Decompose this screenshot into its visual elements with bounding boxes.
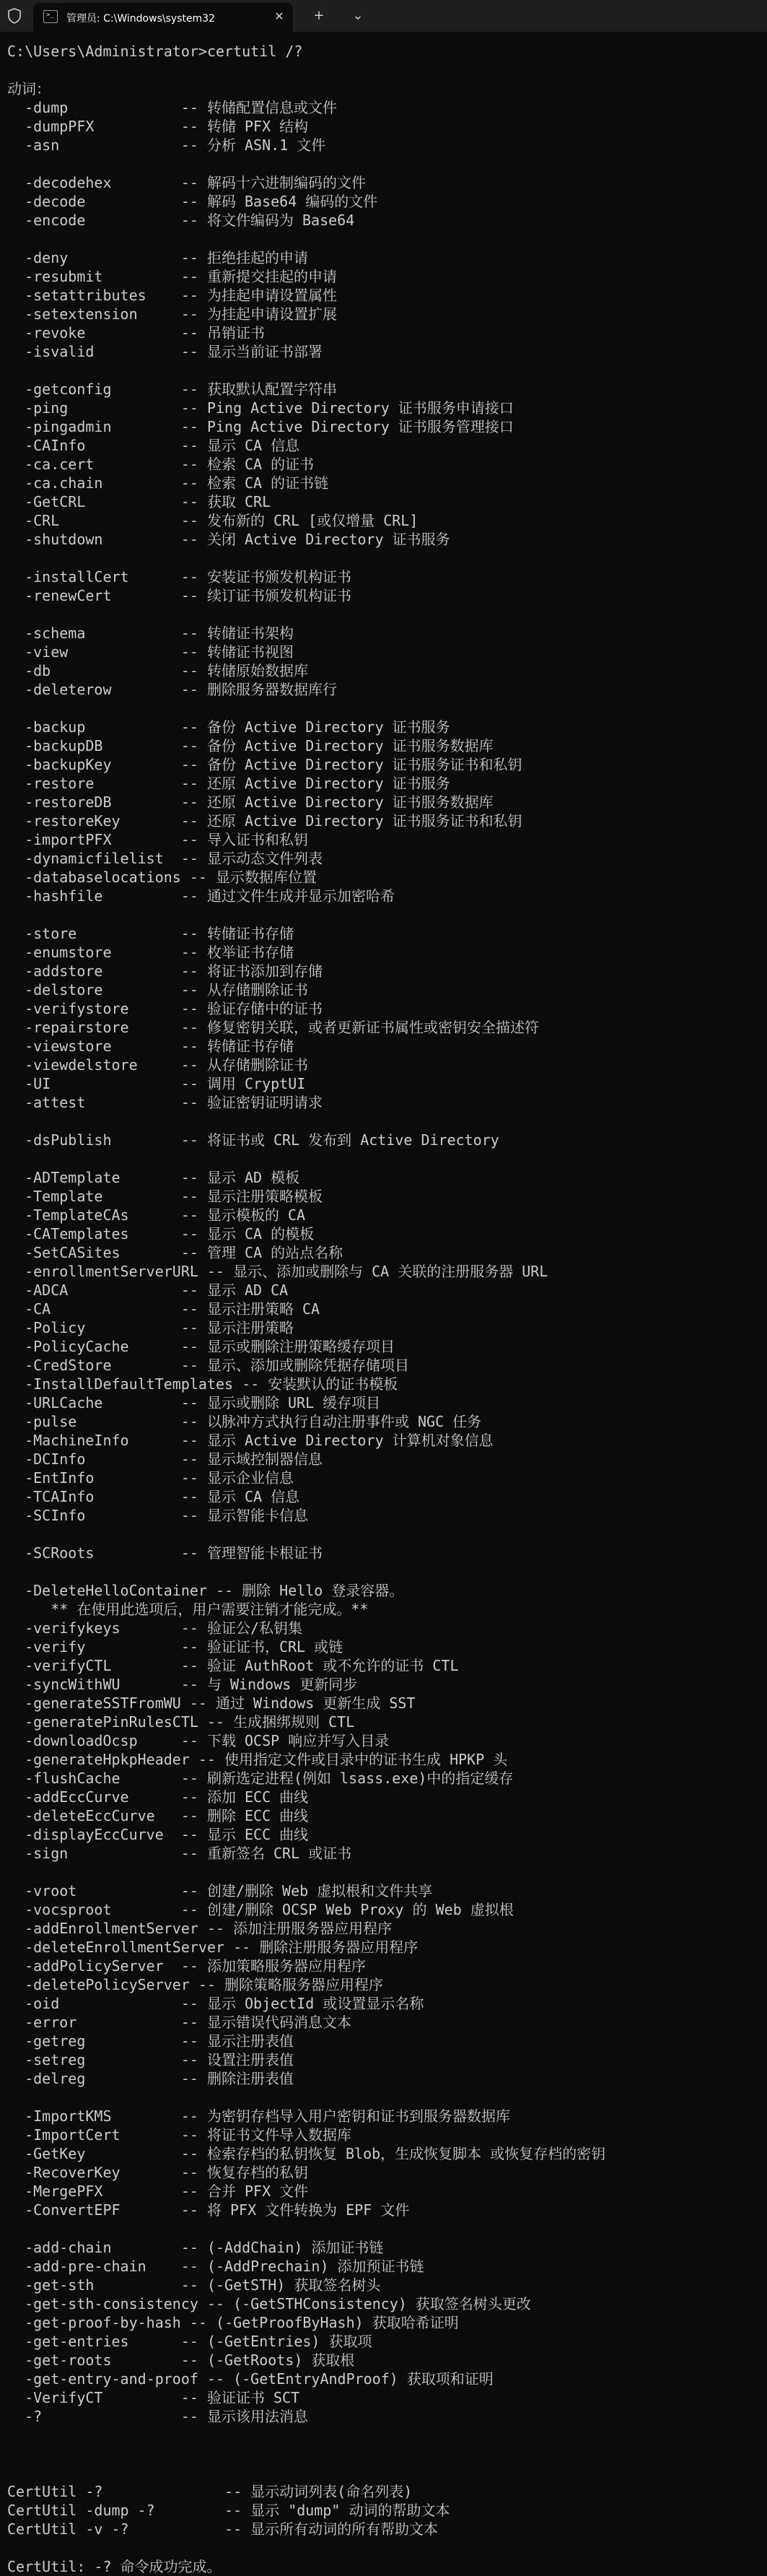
console-line: -setextension -- 为挂起申请设置扩展	[7, 305, 337, 323]
console-line: -delstore -- 从存储删除证书	[7, 981, 308, 998]
console-line: -renewCert -- 续订证书颁发机构证书	[7, 587, 351, 604]
console-line: -view -- 转储证书视图	[7, 643, 294, 661]
console-line: -dsPublish -- 将证书或 CRL 发布到 Active Directory	[7, 1131, 499, 1149]
console-line: -get-entries -- (-GetEntries) 获取项	[7, 2333, 372, 2350]
console-line: -get-sth -- (-GetSTH) 获取签名树头	[7, 2276, 381, 2294]
console-line: -Policy -- 显示注册策略	[7, 1319, 294, 1336]
console-line	[7, 1112, 767, 1131]
console-line: -get-sth-consistency -- (-GetSTHConsistency) 获取签名树头更改	[7, 2295, 531, 2312]
console-line: -getconfig -- 获取默认配置字符串	[7, 380, 337, 398]
console-line	[7, 230, 767, 248]
console-line	[7, 2463, 767, 2482]
console-line: -dynamicfilelist -- 显示动态文件列表	[7, 850, 323, 867]
console-line: -deleterow -- 删除服务器数据库行	[7, 681, 337, 698]
console-line: -attest -- 验证密钥证明请求	[7, 1094, 323, 1111]
console-line	[7, 2088, 767, 2107]
console-line: -? -- 显示该用法消息	[7, 2408, 308, 2425]
console-line: -EntInfo -- 显示企业信息	[7, 1469, 294, 1487]
console-line: -SetCASites -- 管理 CA 的站点名称	[7, 1244, 343, 1261]
console-line	[7, 2538, 767, 2557]
console-line: -CA -- 显示注册策略 CA	[7, 1300, 320, 1318]
console-line: -ImportKMS -- 为密钥存档导入用户密钥和证书到服务器数据库	[7, 2107, 510, 2125]
console-line: -importPFX -- 导入证书和私钥	[7, 831, 308, 848]
console-line: -TemplateCAs -- 显示模板的 CA	[7, 1206, 306, 1224]
console-line	[7, 549, 767, 567]
console-line: -SCRoots -- 管理智能卡根证书	[7, 1544, 323, 1562]
console-line: -GetKey -- 检索存档的私钥恢复 Blob，生成恢复脚本 或恢复存档的密钥	[7, 2145, 606, 2162]
shield-icon	[7, 8, 22, 24]
console-line: -store -- 转储证书存储	[7, 925, 294, 942]
console-line: -CAInfo -- 显示 CA 信息	[7, 437, 300, 454]
console-line	[7, 2426, 767, 2445]
console-line: -dump -- 转储配置信息或文件	[7, 99, 337, 116]
console-line: -get-roots -- (-GetRoots) 获取根	[7, 2351, 355, 2369]
console-line: -RecoverKey -- 恢复存档的私钥	[7, 2164, 308, 2181]
console-line: CertUtil -v -? -- 显示所有动词的所有帮助文本	[7, 2520, 439, 2538]
console-line: -CredStore -- 显示、添加或删除凭据存储项目	[7, 1357, 409, 1374]
console-line	[7, 61, 767, 79]
console-output[interactable]	[7, 42, 767, 2576]
console-line: -add-chain -- (-AddChain) 添加证书链	[7, 2239, 384, 2256]
console-line: CertUtil -dump -? -- 显示 "dump" 动词的帮助文本	[7, 2502, 450, 2519]
console-line	[7, 1149, 767, 1168]
console-line: -downloadOcsp -- 下载 OCSP 响应并写入目录	[7, 1732, 390, 1749]
console-line: -ADCA -- 显示 AD CA	[7, 1282, 289, 1299]
console-line: -get-proof-by-hash -- (-GetProofByHash) 获取哈希证明	[7, 2314, 459, 2331]
console-line	[7, 361, 767, 380]
tab-dropdown-button[interactable]: ⌄	[352, 8, 364, 23]
tab-terminal[interactable]	[33, 3, 293, 32]
console-line: -pulse -- 以脉冲方式执行自动注册事件或 NGC 任务	[7, 1413, 482, 1430]
console-line	[7, 2445, 767, 2463]
console-line: -generatePinRulesCTL -- 生成捆绑规则 CTL	[7, 1713, 355, 1731]
console-line: -ca.chain -- 检索 CA 的证书链	[7, 474, 329, 492]
console-line: -deny -- 拒绝挂起的申请	[7, 249, 308, 266]
console-line: -databaselocations -- 显示数据库位置	[7, 869, 317, 886]
console-line: -getreg -- 显示注册表值	[7, 2032, 294, 2050]
console-line: -restoreKey -- 还原 Active Directory 证书服务证书和私钥	[7, 812, 522, 830]
console-line: -generateSSTFromWU -- 通过 Windows 更新生成 SST	[7, 1694, 416, 1712]
console-line: -MachineInfo -- 显示 Active Directory 计算机对象信息	[7, 1432, 494, 1449]
window-titlebar	[0, 0, 767, 32]
terminal-icon-glyph: >_	[46, 12, 54, 19]
console-line: 动词：	[7, 80, 51, 97]
console-line: -addEnrollmentServer -- 添加注册服务器应用程序	[7, 1920, 393, 1937]
console-line: -addPolicyServer -- 添加策略服务器应用程序	[7, 1957, 366, 1975]
console-line: -get-entry-and-proof -- (-GetEntryAndProof) 获取项和证明	[7, 2370, 494, 2388]
console-line	[7, 905, 767, 924]
console-line: -viewstore -- 转储证书存储	[7, 1037, 294, 1055]
console-line: -vroot -- 创建/删除 Web 虚拟根和文件共享	[7, 1882, 433, 1900]
console-line: -viewdelstore -- 从存储删除证书	[7, 1056, 308, 1074]
console-line: -verify -- 验证证书，CRL 或链	[7, 1638, 343, 1655]
console-line: -InstallDefaultTemplates -- 安装默认的证书模板	[7, 1375, 398, 1393]
console-line: -enrollmentServerURL -- 显示、添加或删除与 CA 关联的注册服务器 URL	[7, 1263, 548, 1280]
console-line: -encode -- 将文件编码为 Base64	[7, 212, 355, 229]
console-line: CertUtil -? -- 显示动词列表(命名列表)	[7, 2483, 413, 2500]
console-line: -setreg -- 设置注册表值	[7, 2051, 294, 2068]
console-line: -sign -- 重新签名 CRL 或证书	[7, 1845, 352, 1862]
console-line: -add-pre-chain -- (-AddPrechain) 添加预证书链	[7, 2258, 424, 2275]
console-line: -decode -- 解码 Base64 编码的文件	[7, 193, 378, 210]
console-line	[7, 1525, 767, 1544]
console-line: -DeleteHelloContainer -- 删除 Hello 登录容器。	[7, 1582, 404, 1599]
console-line: -DCInfo -- 显示域控制器信息	[7, 1450, 323, 1468]
console-line: -displayEccCurve -- 显示 ECC 曲线	[7, 1826, 309, 1843]
new-tab-button[interactable]: +	[313, 8, 325, 23]
console-line: -backupDB -- 备份 Active Directory 证书服务数据库	[7, 737, 494, 754]
console-line: -ConvertEPF -- 将 PFX 文件转换为 EPF 文件	[7, 2201, 410, 2219]
console-line: -isvalid -- 显示当前证书部署	[7, 343, 323, 360]
console-line: -setattributes -- 为挂起申请设置属性	[7, 287, 337, 304]
console-line: -installCert -- 安装证书颁发机构证书	[7, 568, 351, 586]
console-line	[7, 699, 767, 718]
console-line	[7, 155, 767, 173]
console-line: -deleteEnrollmentServer -- 删除注册服务器应用程序	[7, 1938, 418, 1956]
console-line: -UI -- 调用 CryptUI	[7, 1075, 306, 1092]
console-line: -CRL -- 发布新的 CRL [或仅增量 CRL]	[7, 512, 418, 529]
console-line: -repairstore -- 修复密钥关联，或者更新证书属性或密钥安全描述符	[7, 1019, 539, 1036]
console-line: -error -- 显示错误代码消息文本	[7, 2014, 351, 2031]
console-line: -addstore -- 将证书添加到存储	[7, 962, 323, 980]
console-line: -enumstore -- 枚举证书存储	[7, 944, 294, 961]
console-line: -restore -- 还原 Active Directory 证书服务	[7, 775, 450, 792]
console-line: -schema -- 转储证书架构	[7, 625, 294, 642]
console-line: -pingadmin -- Ping Active Directory 证书服务管理接口	[7, 418, 514, 435]
console-line: -Template -- 显示注册策略模板	[7, 1188, 323, 1205]
tab-title: 管理员: C:\Windows\system32	[66, 13, 216, 25]
console-line: -CATemplates -- 显示 CA 的模板	[7, 1225, 315, 1243]
console-line: -ImportCert -- 将证书文件导入数据库	[7, 2126, 351, 2144]
console-line: -ping -- Ping Active Directory 证书服务申请接口	[7, 399, 514, 417]
console-line: -delreg -- 删除注册表值	[7, 2070, 294, 2087]
console-line: -URLCache -- 显示或删除 URL 缓存项目	[7, 1394, 381, 1411]
console-line: -deleteEccCurve -- 删除 ECC 曲线	[7, 1807, 309, 1824]
console-line: -revoke -- 吊销证书	[7, 324, 265, 341]
console-line: -vocsproot -- 创建/删除 OCSP Web Proxy 的 Web 虚拟根	[7, 1901, 514, 1918]
console-line: -verifykeys -- 验证公/私钥集	[7, 1619, 302, 1637]
terminal-icon	[43, 10, 58, 23]
console-line: -verifystore -- 验证存储中的证书	[7, 1000, 323, 1017]
console-line: -verifyCTL -- 验证 AuthRoot 或不允许的证书 CTL	[7, 1657, 459, 1674]
console-line: ** 在使用此选项后，用户需要注销才能完成。**	[7, 1601, 369, 1618]
console-line: -flushCache -- 刷新选定进程(例如 lsass.exe)中的指定缓存	[7, 1770, 514, 1787]
console-line: -shutdown -- 关闭 Active Directory 证书服务	[7, 531, 450, 548]
console-line: -backup -- 备份 Active Directory 证书服务	[7, 718, 450, 736]
console-line: -MergePFX -- 合并 PFX 文件	[7, 2183, 309, 2200]
console-line: -generateHpkpHeader -- 使用指定文件或目录中的证书生成 HPKP 头	[7, 1751, 508, 1768]
console-line	[7, 2219, 767, 2238]
console-line: -oid -- 显示 ObjectId 或设置显示名称	[7, 1995, 424, 2012]
console-line: -db -- 转储原始数据库	[7, 662, 308, 679]
console-line: -GetCRL -- 获取 CRL	[7, 493, 271, 510]
console-line: -deletePolicyServer -- 删除策略服务器应用程序	[7, 1976, 384, 1993]
console-line: -restoreDB -- 还原 Active Directory 证书服务数据库	[7, 793, 494, 811]
console-line	[7, 1863, 767, 1881]
console-line: -ca.cert -- 检索 CA 的证书	[7, 456, 315, 473]
console-line: -backupKey -- 备份 Active Directory 证书服务证书和私钥	[7, 756, 522, 773]
console-line: C:\Users\Administrator>certutil /?	[7, 43, 303, 60]
console-line: -syncWithWU -- 与 Windows 更新同步	[7, 1676, 358, 1693]
console-line: -ADTemplate -- 显示 AD 模板	[7, 1169, 300, 1186]
console-line: -TCAInfo -- 显示 CA 信息	[7, 1488, 300, 1505]
console-line	[7, 605, 767, 624]
console-line: -dumpPFX -- 转储 PFX 结构	[7, 118, 309, 135]
console-line: CertUtil: -? 命令成功完成。	[7, 2558, 222, 2575]
console-line: -SCInfo -- 显示智能卡信息	[7, 1507, 308, 1524]
console-line: -addEccCurve -- 添加 ECC 曲线	[7, 1788, 309, 1806]
console-line: -resubmit -- 重新提交挂起的申请	[7, 268, 337, 285]
console-line: -decodehex -- 解码十六进制编码的文件	[7, 174, 366, 191]
console-line: -asn -- 分析 ASN.1 文件	[7, 136, 326, 154]
console-line: -PolicyCache -- 显示或删除注册策略缓存项目	[7, 1338, 395, 1355]
console-line	[7, 1562, 767, 1581]
close-tab-button[interactable]: ✕	[274, 9, 284, 23]
console-line: -hashfile -- 通过文件生成并显示加密哈希	[7, 887, 395, 905]
console-line: -VerifyCT -- 验证证书 SCT	[7, 2389, 300, 2406]
